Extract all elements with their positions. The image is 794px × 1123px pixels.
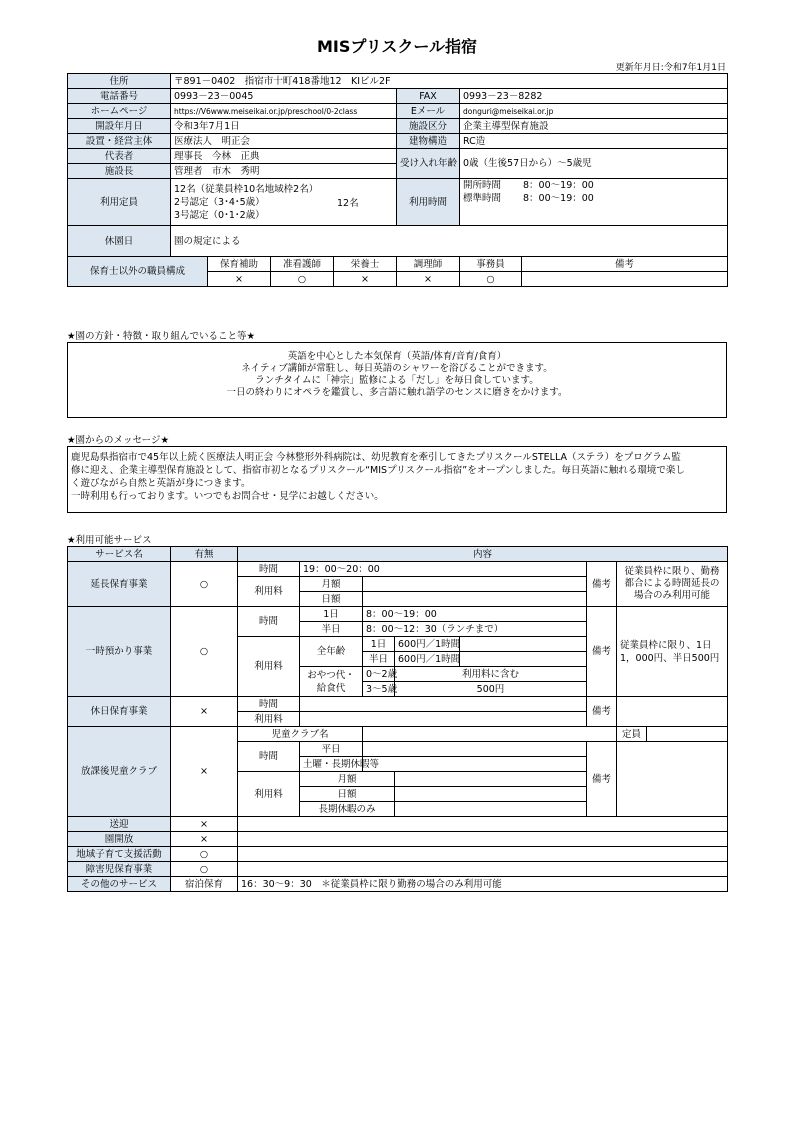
col-service-name: サービス名 (68, 547, 171, 562)
open-garden-avail: × (171, 832, 238, 847)
capacity-label: 利用定員 (68, 179, 171, 226)
message-line: 修に迎え、企業主導型保育施設として、指宿市初となるプリスクール“MISプリスクール指宿”をオープンしました。毎日英語に触れる環境で楽し (71, 465, 685, 476)
afterschool-saturday-label: 土曜・長期休暇等 (300, 757, 363, 772)
structure-label: 建物構造 (397, 134, 460, 149)
staff-label: 保育士以外の職員構成 (68, 257, 208, 287)
transport-name: 送迎 (68, 817, 171, 832)
fax-value: 0993－23－8282 (460, 89, 728, 104)
message-line: 鹿児島県指宿市で45年以上続く医療法人明正会 今林整形外科病院は、幼児教育を牽引してきたプリスクールSTELLA（ステラ）をプログラム監 (71, 452, 681, 463)
holiday-time-label: 時間 (238, 697, 300, 712)
policy-heading: ★園の方針・特徴・取り組んでいること等★ (67, 331, 256, 342)
holiday-fee-value (300, 712, 587, 727)
page-title: MISプリスクール指宿 (316, 37, 478, 56)
message-box (67, 446, 727, 513)
extended-remarks: 従業員枠に限り、勤務都合による時間延長の場合のみ利用可能 (617, 562, 728, 607)
representative-label: 代表者 (68, 149, 171, 164)
staff-header: 保育補助 (208, 257, 271, 272)
temporary-fullday-value: 8：00～19：00 (363, 607, 587, 622)
hours-label: 利用時間 (397, 179, 460, 226)
accept-age-value: 0歳（生後57日から）～5歳児 (460, 149, 728, 179)
extended-time-label: 時間 (238, 562, 300, 577)
address-value: 〒891－0402 指宿市十町418番地12 KIビル2F (171, 74, 728, 89)
afterschool-monthly-value (395, 772, 587, 787)
afterschool-daily-value (395, 787, 587, 802)
homepage-label: ホームページ (68, 104, 171, 119)
afterschool-fee-label: 利用料 (238, 772, 300, 817)
staff-header: 准看護師 (271, 257, 334, 272)
capacity-line3: 3号認定（0･1･2歳） (174, 209, 265, 221)
accept-age-label: 受け入れ年齢 (397, 149, 460, 179)
temporary-time-label: 時間 (238, 607, 300, 637)
director-value: 管理者 市木 秀明 (171, 164, 397, 179)
opened-label: 開設年月日 (68, 119, 171, 134)
afterschool-time-label: 時間 (238, 742, 300, 772)
community-support-content (238, 847, 728, 862)
staff-value: × (397, 272, 460, 287)
temporary-fee-full: 600円／1時間 (395, 637, 460, 652)
operator-label: 設置・経営主体 (68, 134, 171, 149)
staff-header: 栄養士 (334, 257, 397, 272)
structure-value: RC造 (460, 134, 728, 149)
info-table (67, 73, 728, 287)
opened-value: 令和3年7月1日 (171, 119, 397, 134)
other-service-avail: 宿泊保育 (171, 877, 238, 892)
transport-avail: × (171, 817, 238, 832)
holiday-fee-label: 利用料 (238, 712, 300, 727)
capacity-value (171, 179, 397, 226)
temporary-fee-half: 600円／1時間 (395, 652, 460, 667)
policy-box (67, 342, 727, 418)
afterschool-remarks (617, 742, 728, 817)
extended-fee-label: 利用料 (238, 577, 300, 607)
facility-type-label: 施設区分 (397, 119, 460, 134)
extended-daily-label: 日額 (300, 592, 363, 607)
afterschool-capacity-label: 定員 (617, 727, 647, 742)
email-link[interactable]: donguri@meiseikai.or.jp (460, 104, 728, 119)
temporary-snack-age2: 3～5歳 (363, 682, 395, 697)
staff-value (522, 272, 728, 287)
standard-hours-label: 標準時間 (463, 193, 502, 204)
community-support-name: 地域子育て支援活動 (68, 847, 171, 862)
director-label: 施設長 (68, 164, 171, 179)
open-garden-content (238, 832, 728, 847)
temporary-halfday-value: 8：00～12：30（ランチまで） (363, 622, 587, 637)
extended-daily-value (363, 592, 587, 607)
message-line: く遊びながら自然と英語が身につきます。 (71, 478, 251, 489)
holiday-time-value (300, 697, 587, 712)
capacity-line2: 2号認定（3･4･5歳） (174, 196, 265, 208)
policy-line: ランチタイムに「神宗」監修による「だし」を毎日食しています。 (255, 375, 539, 386)
open-hours-value: 8：00～19：00 (523, 180, 594, 191)
temporary-fee-label: 利用料 (238, 637, 300, 697)
temporary-fee-spacer (460, 652, 587, 667)
afterschool-monthly-label: 月額 (300, 772, 395, 787)
afterschool-saturday-value (363, 757, 587, 772)
extended-care-name: 延長保育事業 (68, 562, 171, 607)
operator-value: 医療法人 明正会 (171, 134, 397, 149)
policy-line: 一日の終わりにオペラを鑑賞し、多言語に触れ語学のセンスに磨きをかけます。 (226, 387, 568, 398)
message-line: 一時利用も行っております。いつでもお問合せ・見学にお越しください。 (71, 491, 384, 502)
temporary-all-ages: 全年齢 (300, 637, 363, 667)
disability-care-content (238, 862, 728, 877)
temporary-care-name: 一時預かり事業 (68, 607, 171, 697)
email-label: Eメール (397, 104, 460, 119)
services-heading: ★利用可能サービス (67, 535, 152, 546)
message-heading: ★園からのメッセージ★ (67, 435, 169, 446)
afterschool-club-name-value (363, 727, 617, 742)
afterschool-avail: × (171, 727, 238, 817)
holiday-care-name: 休日保育事業 (68, 697, 171, 727)
community-support-avail: ○ (171, 847, 238, 862)
holiday-value: 園の規定による (171, 226, 728, 257)
afterschool-weekday-label: 平日 (300, 742, 363, 757)
staff-value: ○ (271, 272, 334, 287)
services-table (67, 546, 728, 892)
policy-line: 英語を中心とした本気保育（英語/体育/音育/食育） (287, 351, 507, 362)
extended-remarks-label: 備考 (587, 562, 617, 607)
staff-value: × (208, 272, 271, 287)
phone-value: 0993－23－0045 (171, 89, 397, 104)
temporary-snack-label: おやつ代・給食代 (300, 667, 363, 697)
extended-care-avail: ○ (171, 562, 238, 607)
holiday-label: 休園日 (68, 226, 171, 257)
afterschool-long-vacation-label: 長期休暇のみ (300, 802, 395, 817)
temporary-snack-fee1: 利用料に含む (395, 667, 587, 682)
afterschool-club-name-label: 児童クラブ名 (238, 727, 363, 742)
col-content: 内容 (238, 547, 728, 562)
col-availability: 有無 (171, 547, 238, 562)
staff-value: × (334, 272, 397, 287)
afterschool-daily-label: 日額 (300, 787, 395, 802)
temporary-fee-full-label: 1日 (363, 637, 395, 652)
afterschool-weekday-value (363, 742, 587, 757)
open-hours-label: 開所時間 (463, 180, 502, 191)
holiday-remarks (617, 697, 728, 727)
facility-type-value: 企業主導型保育施設 (460, 119, 728, 134)
afterschool-name: 放課後児童クラブ (68, 727, 171, 817)
holiday-care-avail: × (171, 697, 238, 727)
representative-value: 理事長 今林 正典 (171, 149, 397, 164)
temporary-snack-fee2: 500円 (395, 682, 587, 697)
transport-content (238, 817, 728, 832)
temporary-halfday-label: 半日 (300, 622, 363, 637)
temporary-fee-spacer (460, 637, 587, 652)
temporary-fee-half-label: 半日 (363, 652, 395, 667)
phone-label: 電話番号 (68, 89, 171, 104)
other-service-name: その他のサービス (68, 877, 171, 892)
staff-header: 備考 (522, 257, 728, 272)
open-garden-name: 園開放 (68, 832, 171, 847)
homepage-link[interactable]: https://V6www.meiseikai.or.jp/preschool/0-2class (171, 104, 397, 119)
policy-line: ネイティブ講師が常駐し、毎日英語のシャワーを浴びることができます。 (241, 363, 553, 374)
afterschool-capacity-value (647, 727, 728, 742)
capacity-line1: 12名（従業員枠10名地域枠2名） (174, 183, 319, 195)
temporary-remarks: 従業員枠に限り、1日1，000円、半日500円 (617, 607, 728, 697)
afterschool-long-vacation-value (395, 802, 587, 817)
staff-header: 調理師 (397, 257, 460, 272)
holiday-remarks-label: 備考 (587, 697, 617, 727)
standard-hours-value: 8：00～19：00 (523, 193, 594, 204)
hours-value (460, 179, 728, 226)
temporary-remarks-label: 備考 (587, 607, 617, 697)
afterschool-remarks-label: 備考 (587, 742, 617, 817)
temporary-care-avail: ○ (171, 607, 238, 697)
temporary-fullday-label: 1日 (300, 607, 363, 622)
staff-header: 事務員 (460, 257, 522, 272)
fax-label: FAX (397, 89, 460, 104)
disability-care-avail: ○ (171, 862, 238, 877)
extended-monthly-value (363, 577, 587, 592)
other-service-content: 16：30～9：30 ＊従業員枠に限り勤務の場合のみ利用可能 (238, 877, 728, 892)
capacity-count: 12名 (337, 198, 359, 209)
temporary-snack-age1: 0～2歳 (363, 667, 395, 682)
disability-care-name: 障害児保育事業 (68, 862, 171, 877)
updated-date: 更新年月日:令和7年1月1日 (615, 63, 726, 73)
address-label: 住所 (68, 74, 171, 89)
extended-time-value: 19：00～20：00 (300, 562, 587, 577)
extended-monthly-label: 月額 (300, 577, 363, 592)
staff-value: ○ (460, 272, 522, 287)
